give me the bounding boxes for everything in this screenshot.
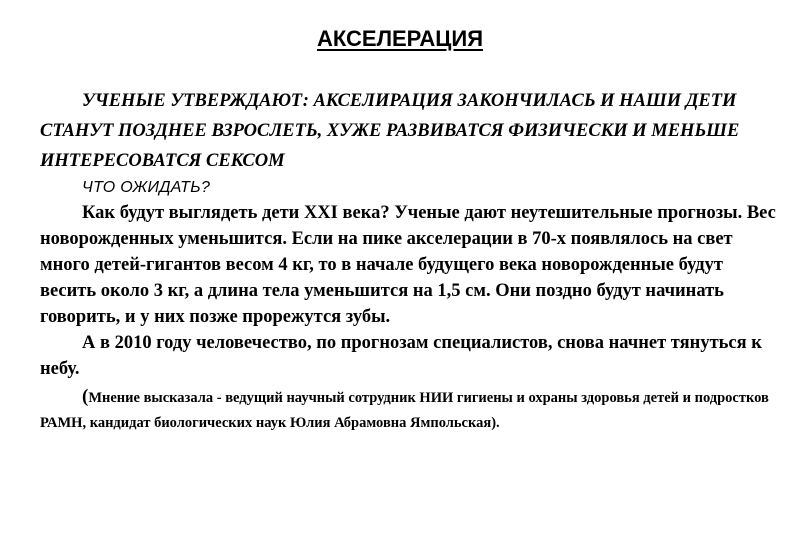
headline-paragraph: УЧЕНЫЕ УТВЕРЖДАЮТ: АКСЕЛИРАЦИЯ ЗАКОНЧИЛАСЬ И НАШИ ДЕТИ СТАНУТ ПОЗДНЕЕ ВЗРОСЛЕТЬ, ХУЖЕ РАЗВИВАТСЯ ФИЗИЧЕСКИ И МЕНЬШЕ ИНТЕРЕСОВАТСЯ СЕКСОМ (40, 91, 740, 171)
source-note (40, 384, 780, 436)
note-open-paren: ( (82, 386, 89, 407)
subheading: ЧТО ОЖИДАТЬ? (82, 179, 211, 196)
slide-body (40, 86, 780, 436)
slide-title: АКСЕЛЕРАЦИЯ (316, 26, 484, 51)
paragraph-forecast: Как будут выглядеть дети XXI века? Ученые дают неутешительные прогнозы. Вес новорожденных уменьшится. Если на пике акселерации в 70-х появлялось на свет много детей-гигантов весом 4 кг, то в начале будущего века новорожденные будут весить около 3 кг, а длина тела уменьшится на 1,5 см. Они поздно будут начинать говорить, и у них позже прорежутся зубы. (40, 203, 776, 327)
paragraph-2010: А в 2010 году человечество, по прогнозам специалистов, снова начнет тянуться к небу. (40, 333, 762, 379)
note-text: Мнение высказала - ведущий научный сотрудник НИИ гигиены и охраны здоровья детей и подростков РАМН, кандидат биологических наук Юлия Абрамовна Ямпольская). (40, 390, 769, 431)
